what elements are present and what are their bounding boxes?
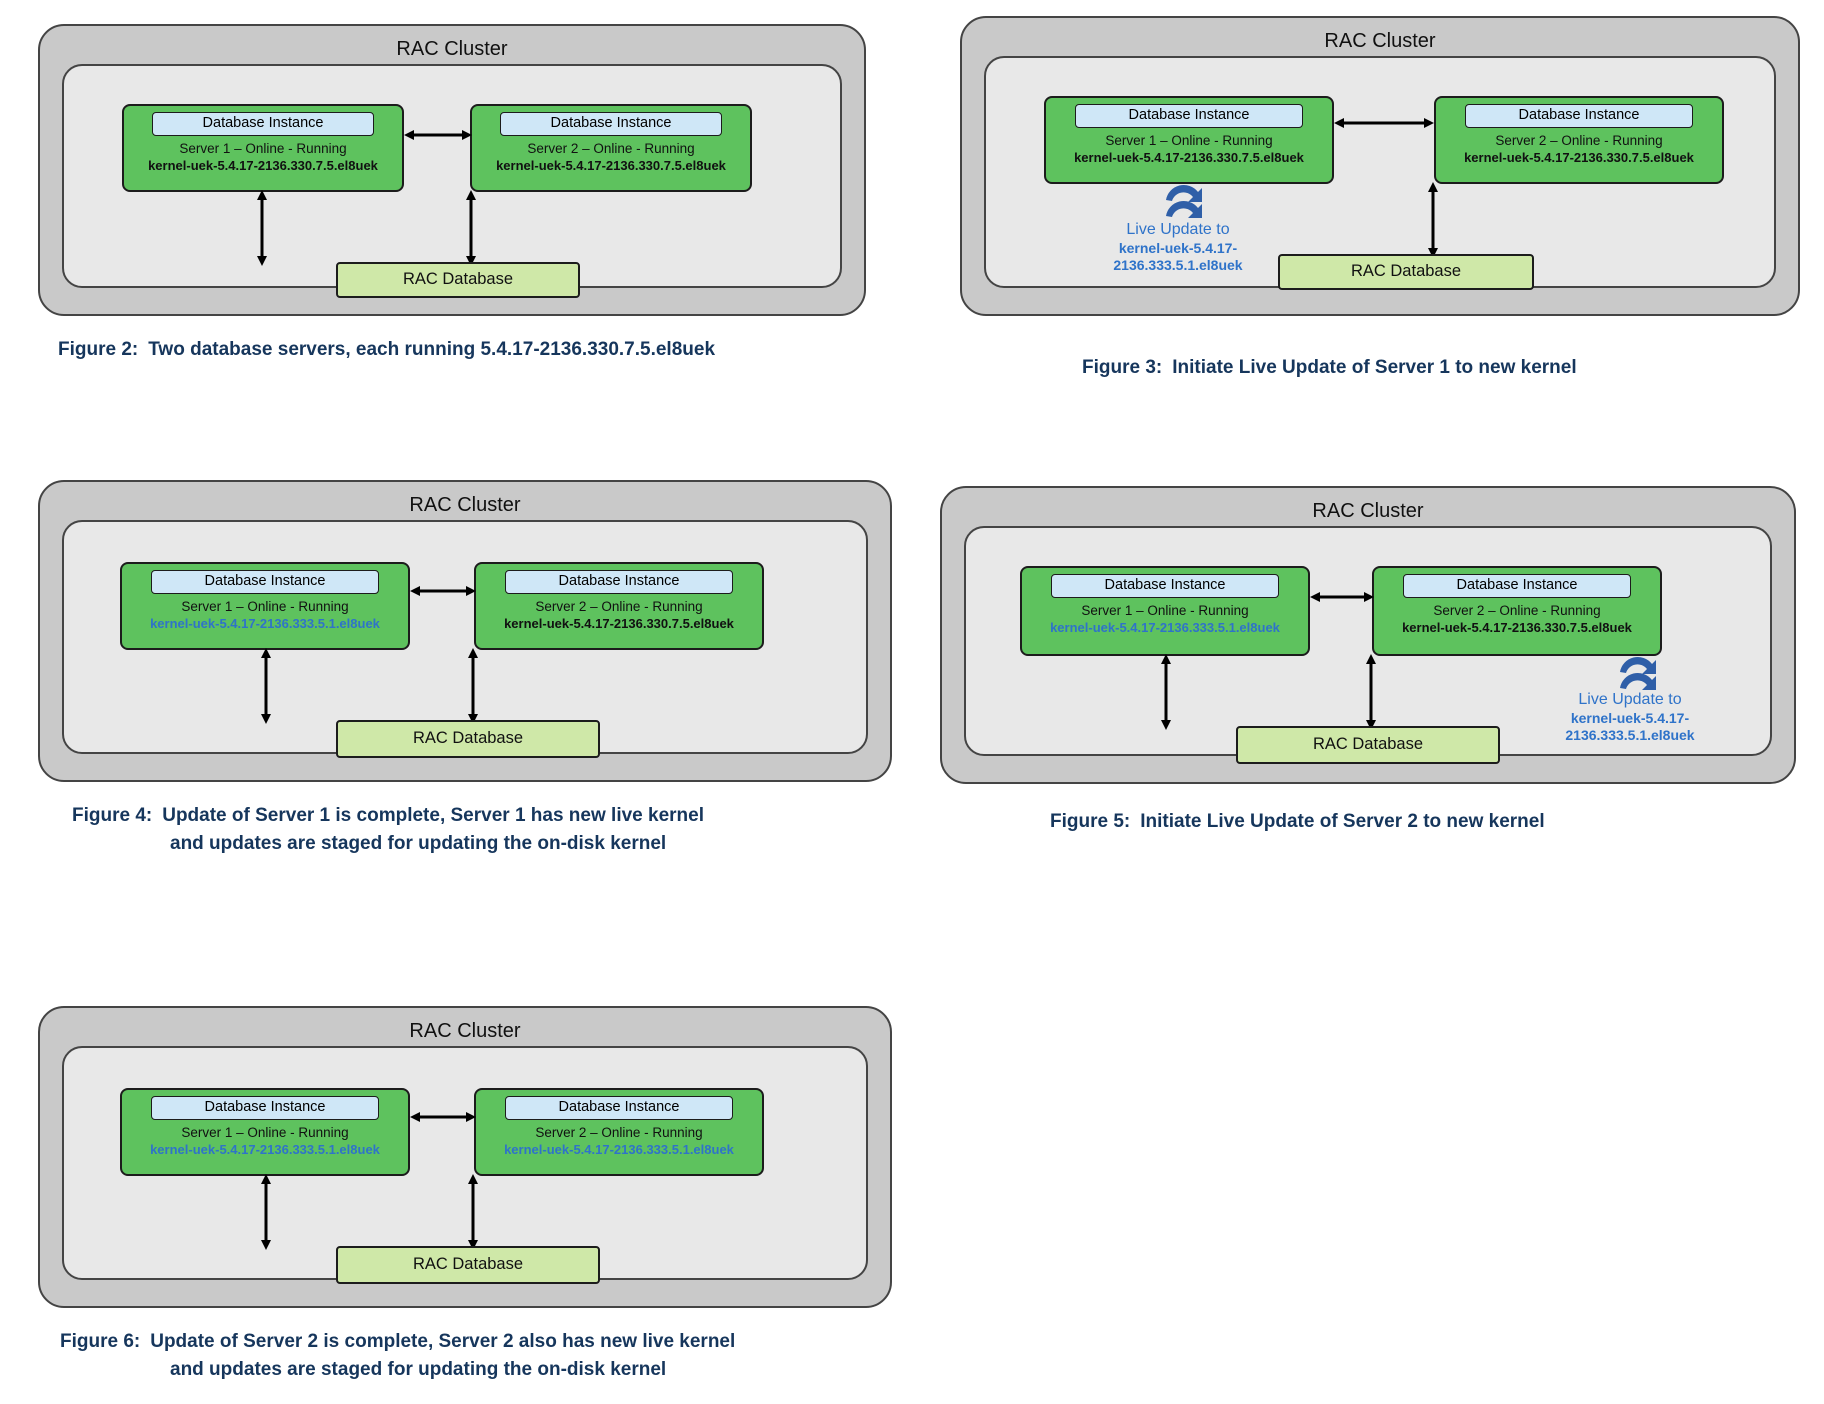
server-1-box [1020, 566, 1310, 656]
rac-database-box: RAC Database [336, 1246, 600, 1284]
rac-database-box: RAC Database [1236, 726, 1500, 764]
cluster-inner-frame [62, 1046, 868, 1280]
caption-label: Figure 2: [58, 339, 139, 360]
rac-cluster-frame [38, 480, 892, 782]
caption-label: Figure 6: [60, 1331, 141, 1352]
server-kernel-line: kernel-uek-5.4.17-2136.330.7.5.el8uek [1074, 149, 1304, 165]
interconnect-arrow [410, 584, 476, 598]
live-update-kernel-line1: kernel-uek-5.4.17- [1570, 709, 1690, 726]
server-2-db-arrow [1426, 182, 1440, 258]
live-update-kernel-line2: 2136.333.5.1.el8uek [1565, 726, 1695, 743]
cluster-title: RAC Cluster [396, 38, 508, 60]
figure-5 [940, 486, 1800, 832]
rac-cluster-frame [38, 24, 866, 316]
server-1-box [120, 562, 410, 650]
caption-text: Two database servers, each running 5.4.17-2136.330.7.5.el8uek [148, 339, 716, 360]
rac-database-box: RAC Database [336, 720, 600, 758]
interconnect-arrow [1334, 116, 1434, 130]
server-kernel-line: kernel-uek-5.4.17-2136.333.5.1.el8uek [504, 1141, 734, 1157]
caption-text-line2: and updates are staged for updating the on-disk kernel [170, 832, 667, 854]
database-instance-label: Database Instance [152, 112, 374, 136]
cluster-title: RAC Cluster [409, 1020, 521, 1042]
server-status-line: Server 2 – Online - Running [1495, 132, 1663, 148]
live-update-kernel-line1: kernel-uek-5.4.17- [1118, 239, 1238, 256]
server-kernel-line: kernel-uek-5.4.17-2136.333.5.1.el8uek [150, 615, 380, 631]
server-2-box [470, 104, 752, 192]
server-status-line: Server 1 – Online - Running [1081, 602, 1249, 618]
rac-cluster-frame [960, 16, 1800, 316]
live-update-title: Live Update to [1126, 221, 1230, 238]
database-instance-label: Database Instance [505, 570, 734, 594]
caption-label: Figure 3: [1082, 357, 1163, 378]
server-2-db-arrow [466, 648, 480, 724]
figure-2-caption [58, 336, 715, 364]
live-update-title: Live Update to [1578, 691, 1682, 708]
rac-database-box: RAC Database [1278, 254, 1534, 290]
caption-text: Initiate Live Update of Server 2 to new kernel [1140, 811, 1545, 832]
server-1-db-arrow [1159, 654, 1173, 730]
cluster-inner-frame [62, 520, 868, 754]
server-kernel-line: kernel-uek-5.4.17-2136.333.5.1.el8uek [1050, 619, 1280, 635]
caption-label: Figure 5: [1050, 811, 1131, 832]
server-1-db-arrow [255, 190, 269, 266]
server-1-box [120, 1088, 410, 1176]
figure-5-caption [1050, 808, 1545, 836]
server-status-line: Server 2 – Online - Running [527, 140, 695, 156]
server-2-db-arrow [466, 1174, 480, 1250]
figure-3 [960, 16, 1800, 378]
database-instance-label: Database Instance [1465, 104, 1694, 128]
rac-database-box: RAC Database [336, 262, 580, 298]
server-1-box [122, 104, 404, 192]
caption-text-line1: Update of Server 2 is complete, Server 2 also has new live kernel [150, 1331, 736, 1352]
interconnect-arrow [410, 1110, 476, 1124]
live-update-annotation [1550, 690, 1710, 744]
database-instance-label: Database Instance [1075, 104, 1304, 128]
server-kernel-line: kernel-uek-5.4.17-2136.330.7.5.el8uek [1464, 149, 1694, 165]
rac-cluster-frame [940, 486, 1796, 784]
caption-text-line2: and updates are staged for updating the on-disk kernel [170, 1358, 667, 1380]
server-1-box [1044, 96, 1334, 184]
figure-6-caption [60, 1328, 735, 1383]
server-2-box [1434, 96, 1724, 184]
server-status-line: Server 2 – Online - Running [1433, 602, 1601, 618]
server-1-db-arrow [259, 648, 273, 724]
server-status-line: Server 1 – Online - Running [179, 140, 347, 156]
database-instance-label: Database Instance [151, 1096, 380, 1120]
server-kernel-line: kernel-uek-5.4.17-2136.333.5.1.el8uek [150, 1141, 380, 1157]
database-instance-label: Database Instance [1403, 574, 1632, 598]
database-instance-label: Database Instance [1051, 574, 1280, 598]
live-update-annotation [1098, 220, 1258, 274]
server-status-line: Server 1 – Online - Running [181, 1124, 349, 1140]
caption-text: Initiate Live Update of Server 1 to new kernel [1172, 357, 1577, 378]
cluster-inner-frame [964, 526, 1772, 756]
server-1-db-arrow [259, 1174, 273, 1250]
figure-6 [38, 1006, 898, 1380]
cluster-title: RAC Cluster [1312, 500, 1424, 522]
server-2-db-arrow [464, 190, 478, 266]
server-status-line: Server 2 – Online - Running [535, 598, 703, 614]
server-kernel-line: kernel-uek-5.4.17-2136.330.7.5.el8uek [1402, 619, 1632, 635]
server-2-box [1372, 566, 1662, 656]
server-kernel-line: kernel-uek-5.4.17-2136.330.7.5.el8uek [148, 157, 378, 173]
interconnect-arrow [404, 128, 472, 142]
server-kernel-line: kernel-uek-5.4.17-2136.330.7.5.el8uek [504, 615, 734, 631]
server-status-line: Server 2 – Online - Running [535, 1124, 703, 1140]
cluster-inner-frame [984, 56, 1776, 288]
server-kernel-line: kernel-uek-5.4.17-2136.330.7.5.el8uek [496, 157, 726, 173]
server-2-db-arrow [1364, 654, 1378, 730]
rac-cluster-frame [38, 1006, 892, 1308]
server-status-line: Server 1 – Online - Running [181, 598, 349, 614]
database-instance-label: Database Instance [151, 570, 380, 594]
database-instance-label: Database Instance [500, 112, 722, 136]
cluster-title: RAC Cluster [409, 494, 521, 516]
figure-3-caption [1082, 354, 1577, 382]
interconnect-arrow [1310, 590, 1374, 604]
server-2-box [474, 562, 764, 650]
server-status-line: Server 1 – Online - Running [1105, 132, 1273, 148]
caption-label: Figure 4: [72, 805, 153, 826]
database-instance-label: Database Instance [505, 1096, 734, 1120]
figure-2 [38, 24, 878, 360]
caption-text-line1: Update of Server 1 is complete, Server 1 has new live kernel [162, 805, 704, 826]
cluster-inner-frame [62, 64, 842, 288]
figure-4 [38, 480, 898, 854]
figure-4-caption [72, 802, 704, 857]
live-update-kernel-line2: 2136.333.5.1.el8uek [1113, 256, 1243, 273]
cluster-title: RAC Cluster [1324, 30, 1436, 52]
server-2-box [474, 1088, 764, 1176]
